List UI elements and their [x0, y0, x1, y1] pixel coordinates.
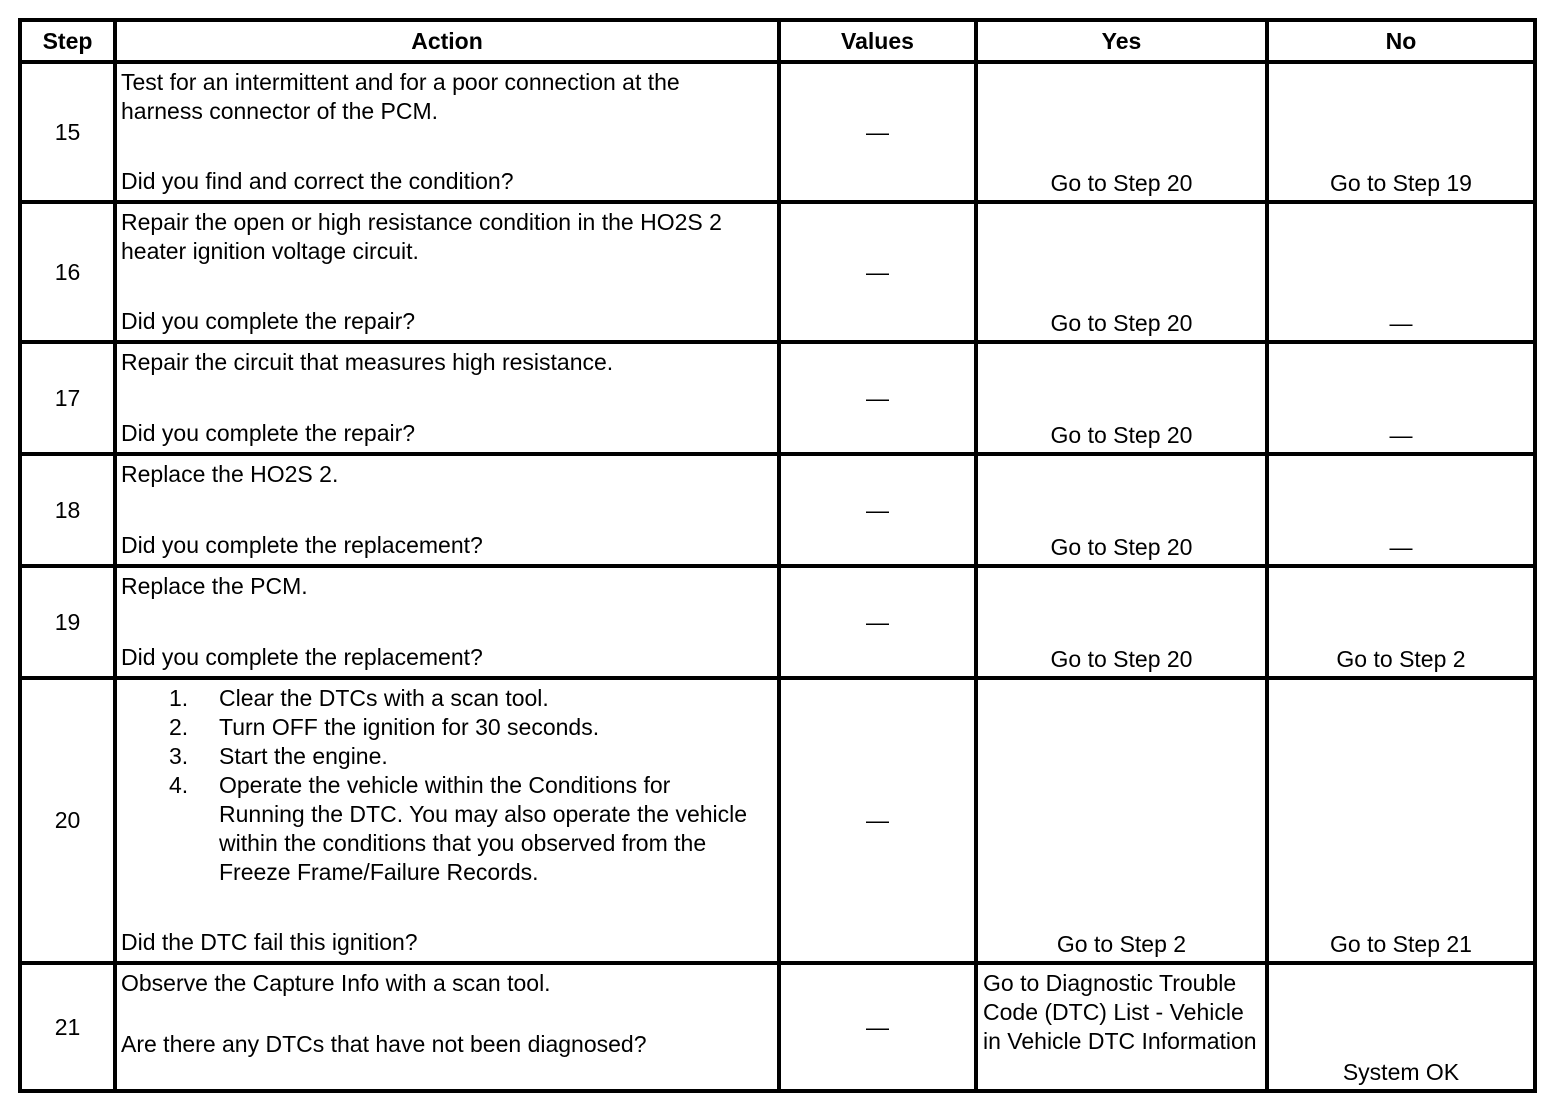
values-cell: —	[779, 342, 976, 454]
no-value: —	[1267, 454, 1535, 566]
no-link[interactable]: Go to Step 19	[1267, 62, 1535, 202]
values-cell: —	[779, 454, 976, 566]
action-question: Are there any DTCs that have not been diagnosed?	[121, 1031, 647, 1057]
yes-link[interactable]: Go to Step 20	[976, 342, 1267, 454]
action-question: Did you find and correct the condition?	[121, 168, 514, 194]
values-cell: —	[779, 566, 976, 678]
header-action: Action	[115, 20, 779, 62]
yes-link[interactable]: Go to Diagnostic Trouble Code (DTC) List - Vehicle in Vehicle DTC Information	[976, 963, 1267, 1091]
yes-link[interactable]: Go to Step 20	[976, 454, 1267, 566]
table-row	[20, 678, 1535, 963]
action-text: Replace the PCM.	[121, 573, 308, 599]
diagnostic-table	[18, 18, 1537, 1093]
no-value: System OK	[1267, 963, 1535, 1091]
table-row	[20, 202, 1535, 342]
list-item: 1. Clear the DTCs with a scan tool.	[169, 685, 549, 711]
no-link[interactable]: Go to Step 2	[1267, 566, 1535, 678]
step-number: 18	[20, 454, 115, 566]
action-cell	[115, 342, 779, 454]
no-value: —	[1267, 202, 1535, 342]
action-cell	[115, 678, 779, 963]
action-question: Did you complete the repair?	[121, 308, 416, 334]
header-yes: Yes	[976, 20, 1267, 62]
step-number: 21	[20, 963, 115, 1091]
yes-link[interactable]: Go to Step 2	[976, 678, 1267, 963]
values-cell: —	[779, 963, 976, 1091]
action-text: Test for an intermittent and for a poor connection at the harness connector of the PCM.	[121, 69, 680, 124]
table-row	[20, 566, 1535, 678]
step-number: 16	[20, 202, 115, 342]
action-cell	[115, 202, 779, 342]
table-row	[20, 62, 1535, 202]
action-question: Did you complete the replacement?	[121, 644, 483, 670]
action-text: Repair the circuit that measures high resistance.	[121, 349, 614, 375]
action-text: Repair the open or high resistance condition in the HO2S 2 heater ignition voltage circuit.	[121, 209, 722, 264]
step-number: 15	[20, 62, 115, 202]
values-cell: —	[779, 202, 976, 342]
values-cell: —	[779, 678, 976, 963]
action-cell	[115, 963, 779, 1091]
values-cell: —	[779, 62, 976, 202]
action-question: Did you complete the replacement?	[121, 532, 483, 558]
step-number: 17	[20, 342, 115, 454]
action-cell	[115, 454, 779, 566]
header-values: Values	[779, 20, 976, 62]
step-number: 19	[20, 566, 115, 678]
no-link[interactable]: Go to Step 21	[1267, 678, 1535, 963]
list-item: 2. Turn OFF the ignition for 30 seconds.	[169, 714, 600, 740]
action-cell	[115, 62, 779, 202]
action-cell	[115, 566, 779, 678]
list-item: 3. Start the engine.	[169, 743, 388, 769]
header-step: Step	[20, 20, 115, 62]
table-row	[20, 454, 1535, 566]
action-step-list	[121, 684, 777, 887]
action-text: Replace the HO2S 2.	[121, 461, 339, 487]
step-number: 20	[20, 678, 115, 963]
no-value: —	[1267, 342, 1535, 454]
list-item: 4. Operate the vehicle within the Conditions for Running the DTC. You may also operate the vehicle within the conditions that you observed from the Freeze Frame/Failure Records.	[169, 772, 748, 885]
action-text: Observe the Capture Info with a scan tool.	[121, 970, 551, 996]
table-row	[20, 963, 1535, 1091]
header-no: No	[1267, 20, 1535, 62]
action-question: Did you complete the repair?	[121, 420, 416, 446]
yes-link[interactable]: Go to Step 20	[976, 202, 1267, 342]
header-row	[20, 20, 1535, 62]
table-row	[20, 342, 1535, 454]
yes-link[interactable]: Go to Step 20	[976, 62, 1267, 202]
action-question: Did the DTC fail this ignition?	[121, 929, 418, 955]
yes-link[interactable]: Go to Step 20	[976, 566, 1267, 678]
